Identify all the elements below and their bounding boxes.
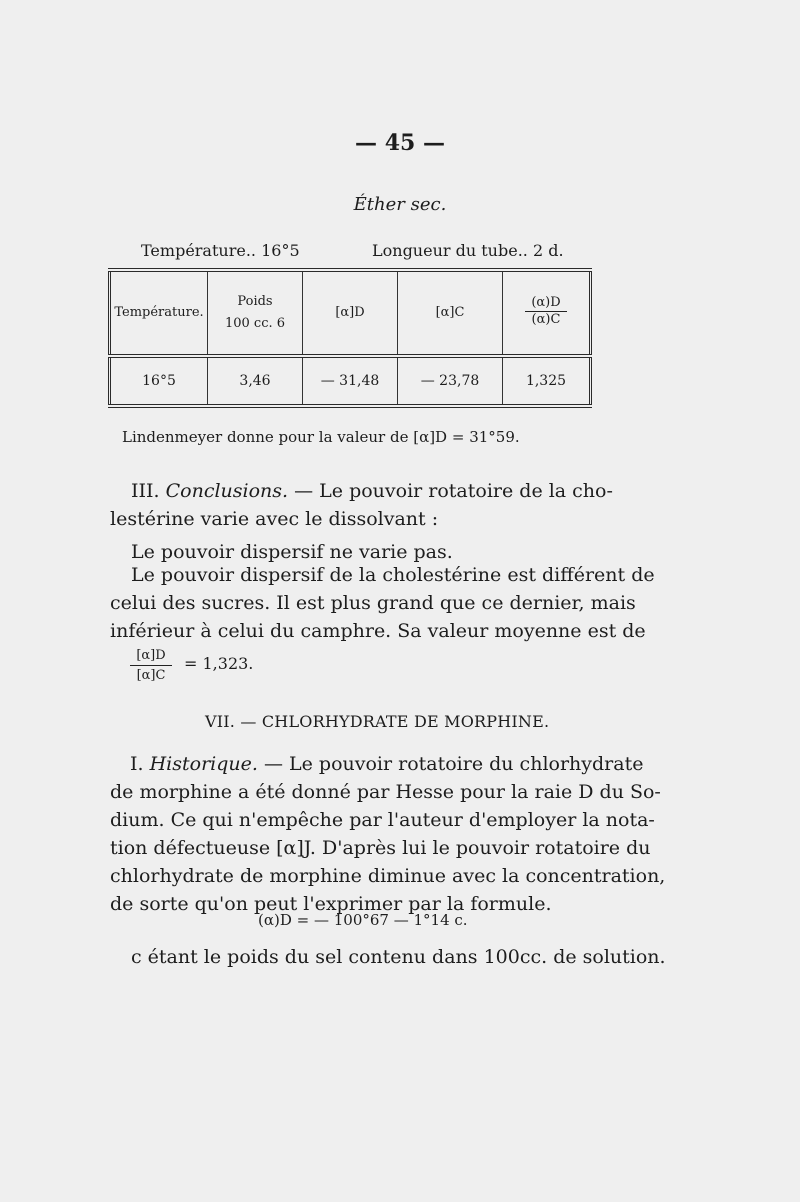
- historique-line-3: dium. Ce qui n'empêche par l'auteur d'employer la nota-: [110, 809, 655, 831]
- historique-title: Historique.: [149, 753, 258, 775]
- closing-line: c étant le poids du sel contenu dans 100cc. de solution.: [131, 946, 666, 968]
- header-temperature: Température.: [110, 270, 208, 356]
- historique-line-6: de sorte qu'on peut l'exprimer par la formule.: [110, 893, 552, 915]
- temperature-line: Température.. 16°5: [141, 241, 300, 260]
- lindenmeyer-note: Lindenmeyer donne pour la valeur de [α]D = 31°59.: [122, 428, 520, 446]
- historique-line-5: chlorhydrate de morphine diminue avec la concentration,: [110, 865, 666, 887]
- header-poids-label: Poids: [237, 293, 273, 309]
- conclusions-text-1: — Le pouvoir rotatoire de la cho-: [294, 480, 613, 502]
- header-ratio: [503, 270, 591, 356]
- cell-ratio: 1,325: [503, 356, 591, 406]
- page-number: — 45 —: [355, 130, 445, 156]
- conclusions-title: Conclusions.: [165, 480, 289, 502]
- header-ratio-denominator: (α)C: [531, 312, 561, 328]
- ratio-value: = 1,323.: [184, 654, 254, 673]
- cell-temperature: 16°5: [110, 356, 208, 406]
- conclusions-line-6: inférieur à celui du camphre. Sa valeur moyenne est de: [110, 620, 646, 642]
- conclusions-line-2: lestérine varie avec le dissolvant :: [110, 508, 439, 530]
- table-header-row: [110, 270, 591, 356]
- conclusions-line-1: [131, 477, 613, 505]
- historique-number: I.: [130, 753, 144, 775]
- header-ratio-numerator: (α)D: [525, 295, 566, 313]
- header-poids-unit: 100 cc. 6: [224, 316, 286, 331]
- section-heading: VII. — CHLORHYDRATE DE MORPHINE.: [205, 712, 550, 731]
- cell-poids: 3,46: [208, 356, 303, 406]
- historique-line-2: de morphine a été donné par Hesse pour la raie D du So-: [110, 781, 661, 803]
- ratio-denominator: [α]C: [136, 668, 166, 683]
- ratio-fraction: [130, 648, 172, 683]
- conclusions-line-5: celui des sucres. Il est plus grand que ce dernier, mais: [110, 592, 636, 614]
- measurement-table: [108, 268, 592, 408]
- cell-alpha-d: — 31,48: [303, 356, 398, 406]
- historique-line-4: tion défectueuse [α]J. D'après lui le pouvoir rotatoire du: [110, 837, 651, 859]
- historique-text-1: — Le pouvoir rotatoire du chlorhydrate: [263, 753, 644, 775]
- rotation-formula: (α)D = — 100°67 — 1°14 c.: [258, 911, 468, 929]
- conclusions-number: III.: [131, 480, 160, 502]
- header-alpha-d: [α]D: [303, 270, 398, 356]
- header-poids: [208, 270, 303, 356]
- table-row: [110, 356, 591, 406]
- historique-line-1: [130, 750, 643, 778]
- tube-length-line: Longueur du tube.. 2 d.: [372, 241, 564, 260]
- header-alpha-c: [α]C: [398, 270, 503, 356]
- cell-alpha-c: — 23,78: [398, 356, 503, 406]
- ratio-numerator: [α]D: [130, 648, 172, 666]
- conclusions-line-3: Le pouvoir dispersif ne varie pas.: [131, 541, 453, 563]
- conclusions-line-4: Le pouvoir dispersif de la cholestérine est différent de: [131, 564, 655, 586]
- subtitle: Éther sec.: [353, 194, 447, 215]
